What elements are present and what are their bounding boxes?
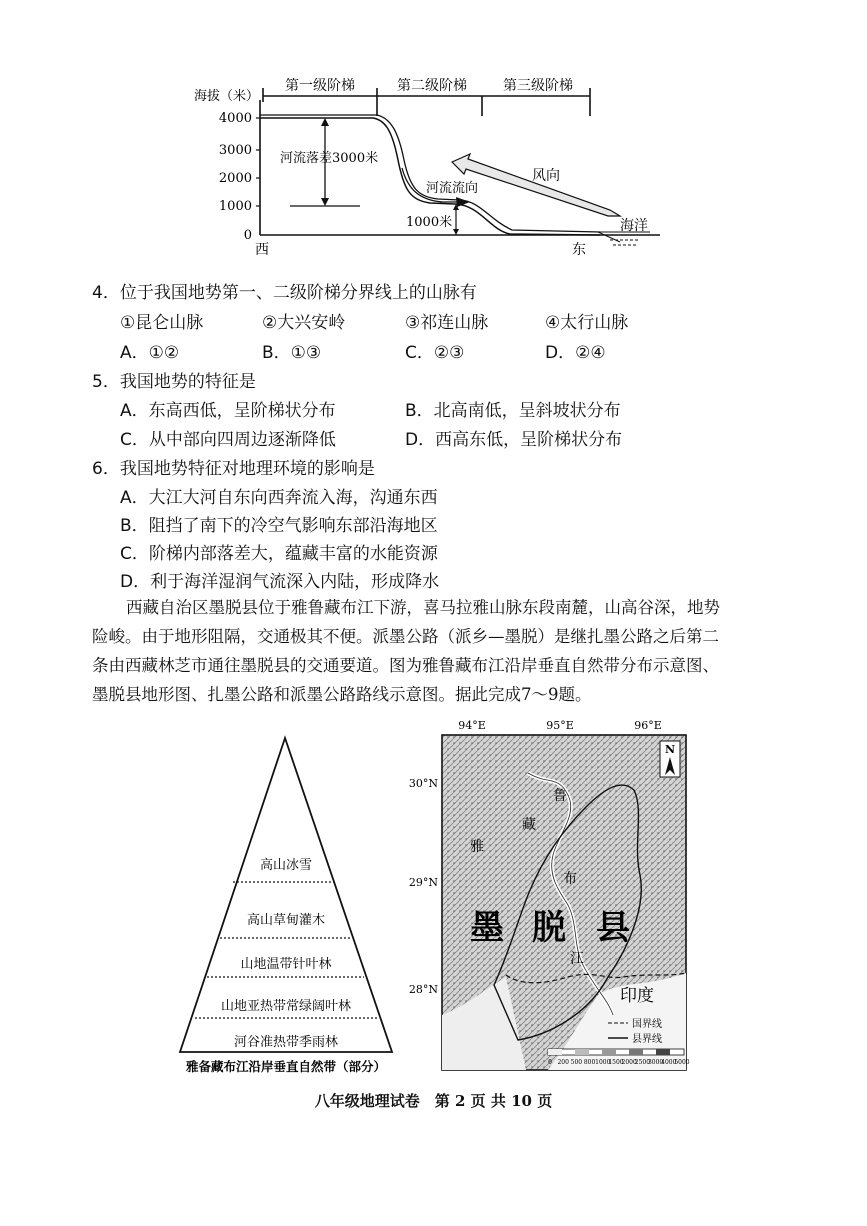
- scale-label: 500: [570, 1059, 583, 1066]
- lat-28: 28°N: [408, 983, 438, 996]
- lat-30: 30°N: [408, 777, 438, 790]
- county-char-2: 脱: [532, 908, 566, 948]
- vertical-zones-pyramid: [170, 730, 400, 1110]
- page-footer: 八年级地理试卷 第 2 页 共 10 页: [314, 1092, 553, 1110]
- q4-item-4: ④太行山脉: [545, 313, 629, 333]
- q6-option-c[interactable]: C．阶梯内部落差大，蕴藏丰富的水能资源: [120, 544, 438, 564]
- q6-stem: 6．我国地势特征对地理环境的影响是: [92, 459, 375, 479]
- q4-option-b[interactable]: B．①③: [262, 343, 322, 363]
- flow-label: 河流流向: [426, 181, 479, 196]
- zone-ice-snow: 高山冰雪: [259, 858, 313, 873]
- scale-label: 2000: [621, 1059, 637, 1066]
- north-label: N: [664, 743, 676, 756]
- y-tick-0: 0: [243, 228, 252, 243]
- q4-item-3: ③祁连山脉: [405, 313, 489, 333]
- county-char-1: 墨: [470, 908, 504, 948]
- q6-option-d[interactable]: D．利于海洋湿润气流深入内陆，形成降水: [120, 572, 440, 592]
- y-tick-1000: 1000: [218, 199, 252, 214]
- scale-label: 3000: [647, 1059, 664, 1066]
- scale-label: 2500: [634, 1059, 651, 1066]
- q5-option-d[interactable]: D．西高东低，呈阶梯状分布: [405, 430, 623, 450]
- scale-label: 800: [583, 1059, 596, 1066]
- legend-county-border: 县界线: [632, 1034, 662, 1045]
- medog-county-map: [408, 715, 698, 1075]
- q4-stem: 4．位于我国地势第一、二级阶梯分界线上的山脉有: [92, 283, 477, 303]
- q4-item-2: ②大兴安岭: [262, 313, 346, 333]
- sea-label: 海洋: [620, 218, 648, 234]
- q5-option-b[interactable]: B．北高南低，呈斜坡状分布: [405, 401, 621, 421]
- country-label: 印度: [620, 986, 654, 1006]
- legend-national-border: 国界线: [632, 1019, 662, 1030]
- y-tick-2000: 2000: [218, 171, 252, 186]
- west-label: 西: [255, 242, 269, 258]
- q5-option-c[interactable]: C．从中部向四周边逐渐降低: [120, 430, 336, 450]
- lon-96: 96°E: [634, 719, 662, 732]
- county-char-3: 县: [596, 908, 630, 948]
- scale-label: 5000: [674, 1059, 690, 1066]
- zone-temperate-conifer: 山地温带针叶林: [240, 957, 332, 972]
- step-3-label: 第三级阶梯: [503, 78, 573, 94]
- passage: [92, 593, 782, 709]
- river-char-4: 布: [563, 871, 577, 887]
- passage-line-4: 墨脱县地形图、扎墨公路和派墨公路路线示意图。据此完成7～9题。: [92, 685, 592, 704]
- drop-label: 河流落差3000米: [280, 151, 379, 166]
- step-1-label: 第一级阶梯: [285, 78, 355, 94]
- wind-label: 风向: [532, 168, 560, 184]
- lon-95: 95°E: [546, 719, 574, 732]
- q6-option-a[interactable]: A．大江大河自东向西奔流入海，沟通东西: [120, 488, 438, 508]
- lon-94: 94°E: [458, 719, 486, 732]
- y-tick-4000: 4000: [218, 111, 252, 126]
- pyramid-caption: 雅备藏布江沿岸垂直自然带（部分）: [185, 1059, 387, 1074]
- q5-stem: 5．我国地势的特征是: [92, 372, 256, 392]
- zone-subtropical-broadleaf: 山地亚热带常绿阔叶林: [220, 999, 352, 1014]
- q4-option-c[interactable]: C．②③: [405, 343, 465, 363]
- zone-meadow-shrub: 高山草甸灌木: [246, 913, 326, 928]
- q5-option-a[interactable]: A．东高西低，呈阶梯状分布: [120, 401, 336, 421]
- river-char-1: 雅: [470, 839, 484, 855]
- zone-valley-monsoon: 河谷准热带季雨林: [233, 1035, 339, 1050]
- scale-label: 1500: [608, 1059, 624, 1066]
- q4-option-a[interactable]: A．①②: [120, 343, 180, 363]
- q4-item-1: ①昆仑山脉: [120, 313, 204, 333]
- y-tick-3000: 3000: [218, 143, 252, 158]
- scale-label: 4000: [661, 1059, 677, 1066]
- river-char-3: 藏: [522, 817, 536, 833]
- scale-label: 0: [548, 1059, 552, 1066]
- elevation-scale-bar: [548, 1049, 684, 1055]
- y-axis-title: 海拔（米）: [194, 89, 260, 104]
- passage-line-1: 西藏自治区墨脱县位于雅鲁藏布江下游，喜马拉雅山脉东段南麓，山高谷深，地势: [126, 598, 720, 617]
- q4-option-d[interactable]: D．②④: [545, 343, 606, 363]
- scale-label: 200: [557, 1059, 569, 1066]
- passage-line-2: 险峻。由于地形阻隔，交通极其不便。派墨公路（派乡—墨脱）是继扎墨公路之后第二: [92, 627, 719, 646]
- scale-label: 1000: [595, 1059, 611, 1066]
- step-2-label: 第二级阶梯: [397, 78, 467, 94]
- terrain-profile-diagram: [180, 70, 670, 260]
- lat-29: 29°N: [408, 876, 438, 889]
- passage-line-3: 条由西藏林芝市通往墨脱县的交通要道。图为雅鲁藏布江沿岸垂直自然带分布示意图、: [92, 656, 719, 675]
- east-label: 东: [572, 242, 586, 258]
- river-char-2: 鲁: [553, 788, 567, 804]
- small-drop-label: 1000米: [406, 215, 453, 230]
- river-char-5: 江: [570, 951, 584, 967]
- q6-option-b[interactable]: B．阻挡了南下的冷空气影响东部沿海地区: [120, 516, 438, 536]
